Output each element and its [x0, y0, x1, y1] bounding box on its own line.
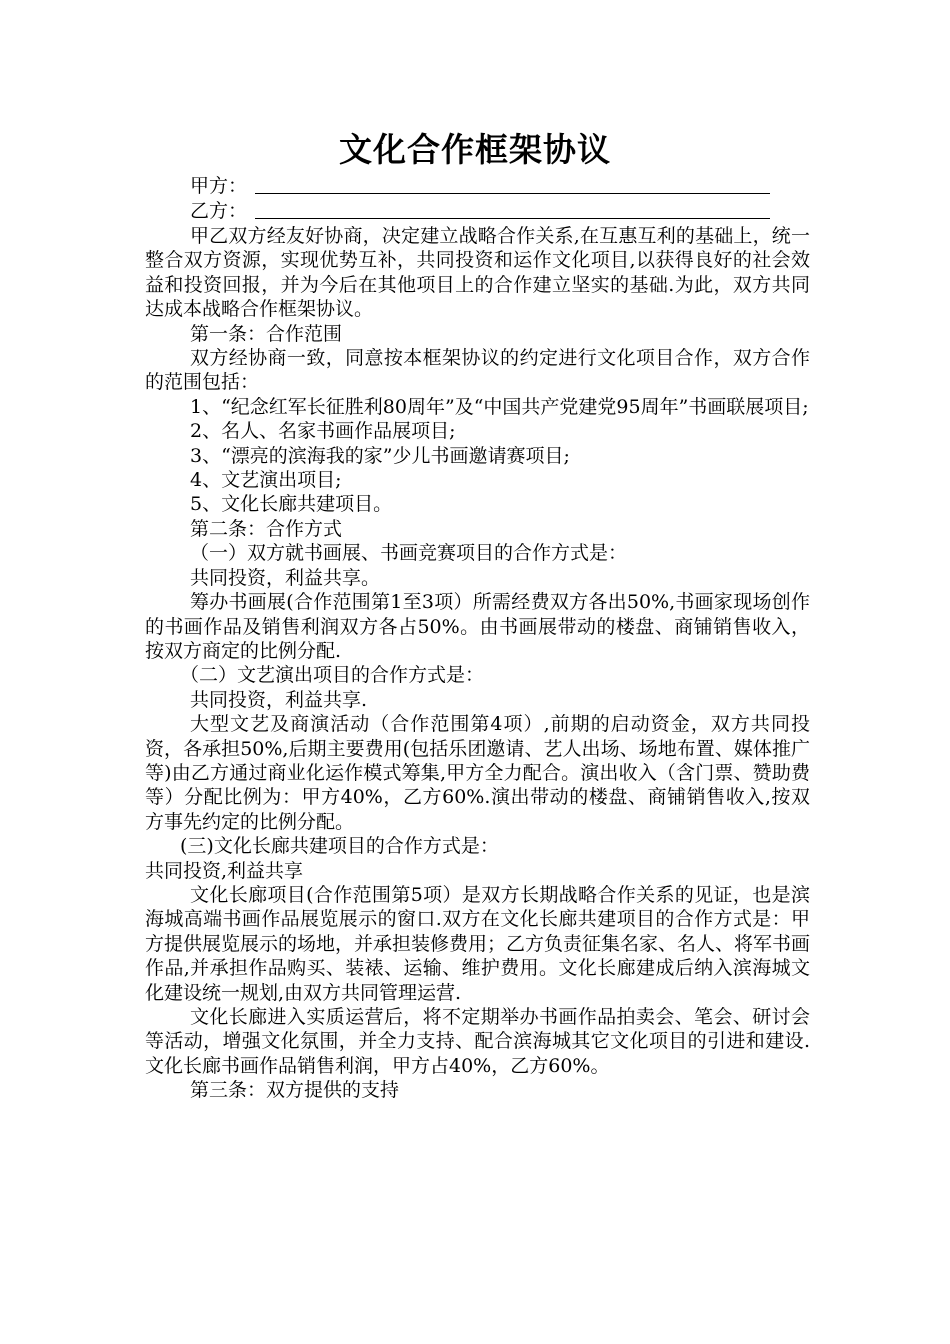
scope-item-1: 1、“纪念红军长征胜利80周年”及“中国共产党建党95周年”书画联展项目; [190, 395, 809, 418]
article-1-heading: 第一条：合作范围 [190, 322, 343, 345]
article-2-heading: 第二条：合作方式 [190, 517, 343, 540]
party-a-line [190, 174, 255, 199]
party-a-label: 甲方： [190, 175, 248, 197]
intro-paragraph: 甲乙双方经友好协商，决定建立战略合作关系,在互惠互利的基础上，统一整合双方资源，实现优势互补，共同投资和运作文化项目,以获得良好的社会效益和投资回报，并为今后在其他项目上的合作建立坚实的基础.为此，双方共同达成本战略合作框架协议。 [145, 225, 810, 321]
agreement-body [145, 224, 810, 1103]
party-b-line [190, 199, 255, 224]
section-2-principle: 共同投资，利益共享. [190, 688, 368, 711]
section-3-paragraph-1: 文化长廊项目(合作范围第5项）是双方长期战略合作关系的见证，也是滨海城高端书画作品展览展示的窗口.双方在文化长廊共建项目的合作方式是：甲方提供展览展示的场地，并承担装修费用；乙方负责征集名家、名人、将军书画作品,并承担作品购买、装裱、运输、维护费用。文化长廊建成后纳入滨海城文化建设统一规划,由双方共同管理运营. [145, 883, 811, 1004]
section-3-principle: 共同投资,利益共享 [145, 859, 304, 882]
scope-item-4: 4、文艺演出项目; [190, 469, 342, 492]
document-title: 文化合作框架协议 [339, 130, 611, 169]
article-1-paragraph: 双方经协商一致，同意按本框架协议的约定进行文化项目合作，双方合作的范围包括： [145, 347, 810, 394]
party-b-blank [255, 218, 770, 219]
article-3-heading: 第三条：双方提供的支持 [190, 1079, 400, 1102]
scope-item-5: 5、文化长廊共建项目。 [190, 493, 393, 516]
section-1-principle: 共同投资，利益共享。 [190, 566, 381, 589]
scope-item-3: 3、“漂亮的滨海我的家”少儿书画邀请赛项目; [190, 444, 570, 467]
section-3-paragraph-2: 文化长廊进入实质运营后，将不定期举办书画作品拍卖会、笔会、研讨会等活动，增强文化氛围，并全力支持、配合滨海城其它文化项目的引进和建设.文化长廊书画作品销售利润，甲方占40%，乙方60%。 [145, 1006, 810, 1077]
section-1-paragraph: 筹办书画展(合作范围第1至3项）所需经费双方各出50%,书画家现场创作的书画作品及销售利润双方各占50%。由书画展带动的楼盘、商铺销售收入，按双方商定的比例分配. [145, 591, 810, 662]
section-1-heading: （一）双方就书画展、书画竞赛项目的合作方式是： [190, 542, 628, 565]
section-3-heading: (三)文化长廊共建项目的合作方式是： [180, 835, 499, 858]
party-a-blank [255, 193, 770, 194]
scope-item-2: 2、名人、名家书画作品展项目; [190, 420, 456, 443]
section-2-heading: （二）文艺演出项目的合作方式是： [180, 664, 485, 687]
party-b-label: 乙方： [190, 200, 248, 222]
section-2-paragraph: 大型文艺及商演活动（合作范围第4项）,前期的启动资金，双方共同投资，各承担50%,后期主要费用(包括乐团邀请、艺人出场、场地布置、媒体推广等)由乙方通过商业化运作模式筹集,甲方全力配合。演出收入（含门票、赞助费等）分配比例为：甲方40%，乙方60%.演出带动的楼盘、商铺销售收入,按双方事先约定的比例分配。 [145, 713, 810, 833]
